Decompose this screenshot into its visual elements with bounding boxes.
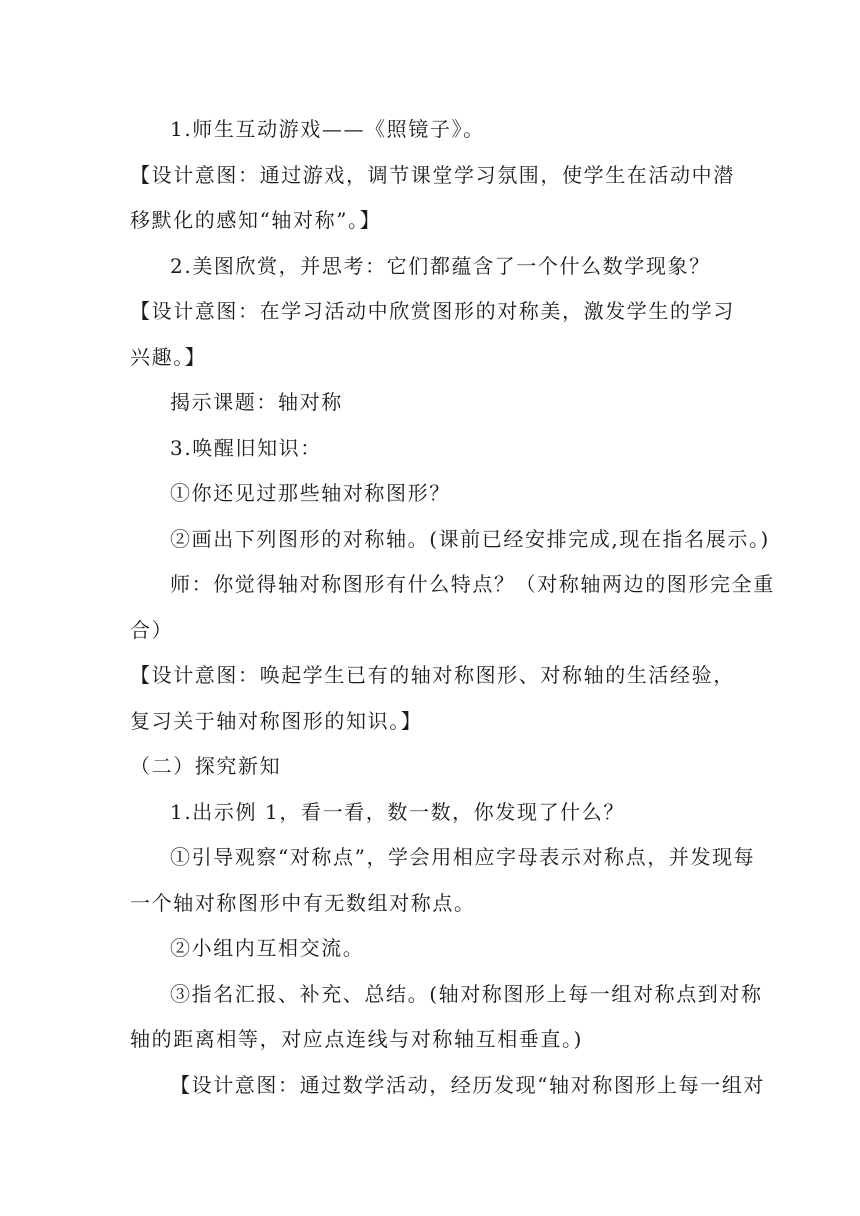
paragraph-line: 兴趣。】 xyxy=(130,345,207,369)
paragraph-line: 【设计意图：通过数学活动，经历发现“轴对称图形上每一组对 xyxy=(170,1073,766,1097)
paragraph-line: 师：你觉得轴对称图形有什么特点？（对称轴两边的图形完全重 xyxy=(170,572,775,596)
paragraph-line: ①引导观察“对称点”，学会用相应字母表示对称点，并发现每 xyxy=(170,845,756,869)
paragraph-line: 移默化的感知“轴对称”。】 xyxy=(130,208,382,232)
paragraph-line: 【设计意图：在学习活动中欣赏图形的对称美，激发学生的学习 xyxy=(130,299,735,323)
paragraph-line: 复习关于轴对称图形的知识。】 xyxy=(130,709,423,733)
paragraph-line: 【设计意图：通过游戏，调节课堂学习氛围，使学生在活动中潜 xyxy=(130,163,735,187)
paragraph-line: 一个轴对称图形中有无数组对称点。 xyxy=(130,891,476,915)
paragraph-line: 合） xyxy=(130,618,174,642)
paragraph-line: ③指名汇报、补充、总结。(轴对称图形上每一组对称点到对称 xyxy=(170,982,763,1006)
paragraph-line: 【设计意图：唤起学生已有的轴对称图形、对称轴的生活经验， xyxy=(130,663,735,687)
paragraph-line: 1.出示例 1，看一看，数一数，你发现了什么？ xyxy=(170,800,625,824)
paragraph-line: ①你还见过那些轴对称图形？ xyxy=(170,481,451,505)
paragraph-line: ②小组内互相交流。 xyxy=(170,936,365,960)
paragraph-line: 1.师生互动游戏——《照镜子》。 xyxy=(170,117,485,141)
paragraph-line: 3.唤醒旧知识： xyxy=(170,436,322,460)
paragraph-line: 轴的距离相等，对应点连线与对称轴互相垂直。) xyxy=(130,1027,584,1051)
paragraph-line: ②画出下列图形的对称轴。(课前已经安排完成,现在指名展示。) xyxy=(170,527,770,551)
section-heading: （二）探究新知 xyxy=(130,754,282,778)
paragraph-line: 揭示课题：轴对称 xyxy=(170,390,343,414)
paragraph-line: 2.美图欣赏，并思考：它们都蕴含了一个什么数学现象？ xyxy=(170,254,711,278)
